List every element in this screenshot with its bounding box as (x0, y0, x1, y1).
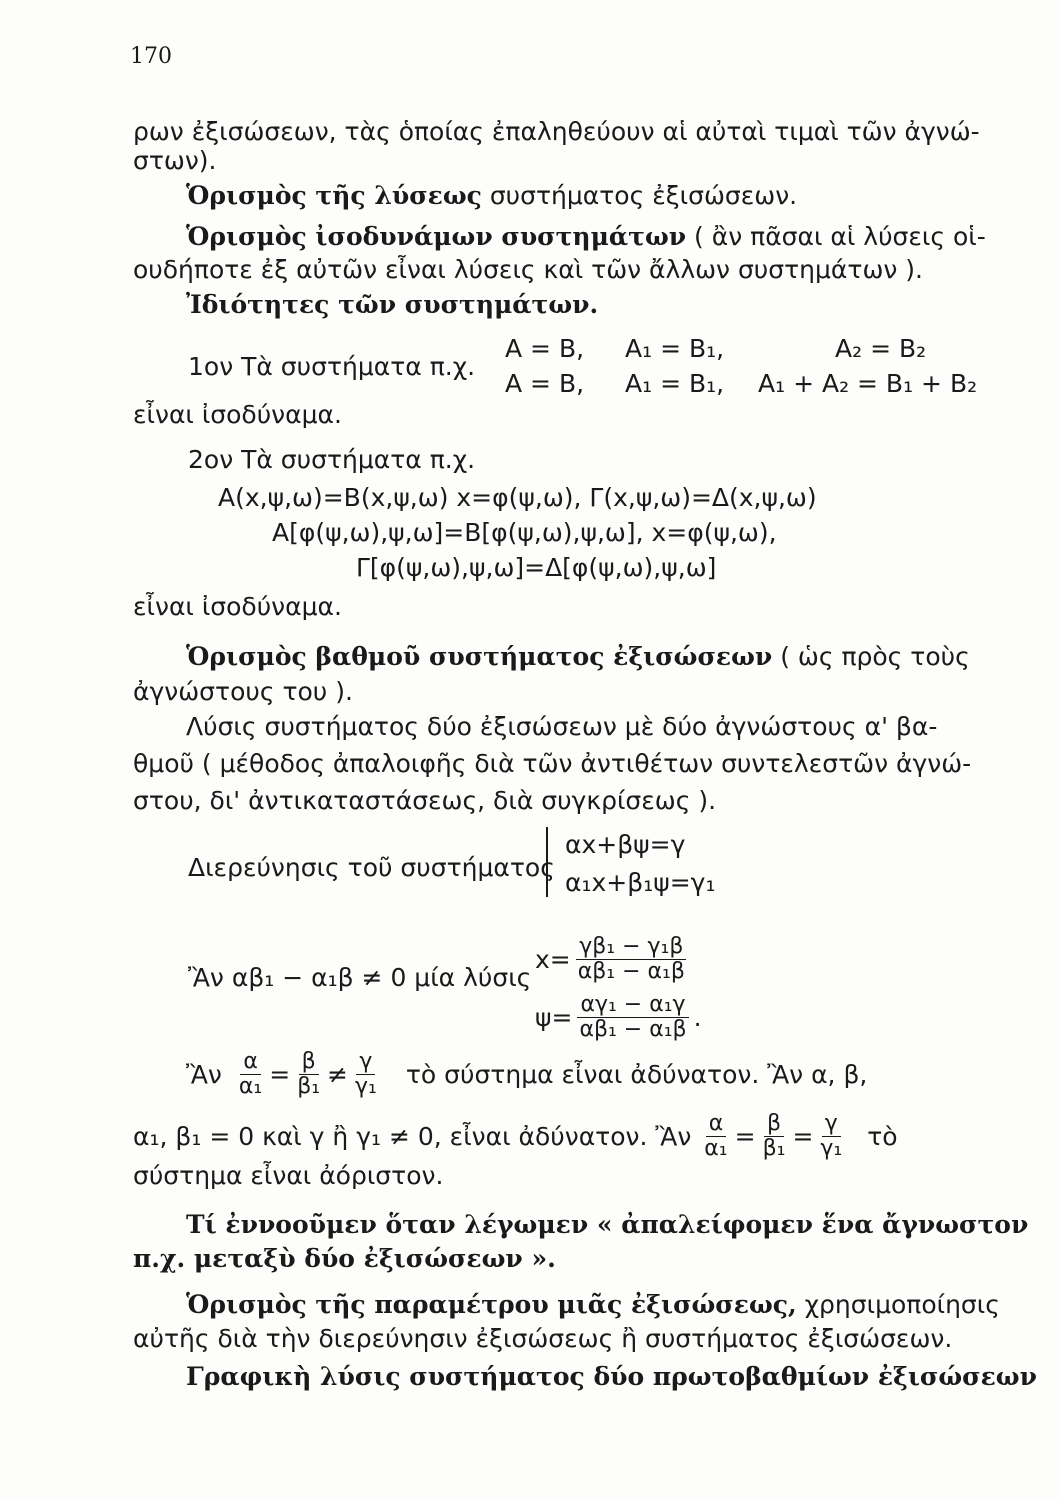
x-solution (535, 935, 692, 984)
equivalent-note-2: εἶναι ἰσοδύναμα. (133, 592, 342, 621)
text-unknowns: ἀγνώστους του ). (133, 677, 353, 706)
frac2-a-den: α₁ (704, 1136, 728, 1161)
definition-degree (186, 642, 970, 672)
system1-eq-c: A₂ = B₂ (835, 334, 927, 363)
fraction-a-a1 (236, 1050, 265, 1099)
first-systems-label: 1ον Τὰ συστήματα π.χ. (188, 352, 476, 381)
text-line-2: στων). (133, 146, 217, 175)
not-equal-sign: ≠ (327, 1059, 348, 1089)
frac-a-num: α (240, 1050, 261, 1075)
solve-line-2: θμοῦ ( μέθοδος ἀπαλοιφῆς διὰ τῶν ἀντιθέτων συντελεστῶν ἀγνώ- (133, 749, 972, 778)
solve-line-3: στου, δι' ἀντικαταστάσεως, διὰ συγκρίσεως ). (133, 786, 717, 815)
fraction2-a-a1 (701, 1112, 730, 1161)
frac2-g-den: γ₁ (820, 1136, 843, 1161)
system2-eq-b: A₁ = B₁, (625, 369, 725, 398)
y-numerator: αγ₁ − α₁γ (577, 993, 688, 1018)
system2-eq-a: A = B, (505, 369, 585, 398)
x-fraction (575, 935, 688, 984)
if-word: Ἂν (186, 1059, 222, 1089)
brace-equation-1: αx+βψ=γ (565, 830, 686, 859)
solve-line-1: Λύσις συστήματος δύο ἐξισώσεων μὲ δύο ἀγνώστους α' βα- (186, 712, 938, 741)
condition-indeterminate (133, 1112, 898, 1161)
impossible-text: τὸ σύστημα εἶναι ἀδύνατον. Ἂν α, β, (405, 1059, 868, 1089)
system1-eq-b: A₁ = B₁, (625, 334, 725, 363)
y-denominator: αβ₁ − α₁β (579, 1017, 687, 1042)
frac-b-den: β₁ (297, 1074, 321, 1099)
x-equals: x= (535, 944, 571, 974)
equation-line-1: A(x,ψ,ω)=B(x,ψ,ω) x=φ(ψ,ω), Γ(x,ψ,ω)=Δ(x,ψ,ω) (218, 483, 817, 512)
indeterminate-line: σύστημα εἶναι ἀόριστον. (133, 1161, 444, 1190)
frac-b-num: β (299, 1050, 319, 1075)
equals-sign-2: = (734, 1121, 756, 1151)
properties-title: Ἰδιότητες τῶν συστημάτων. (186, 290, 599, 319)
frac2-b-num: β (764, 1112, 784, 1137)
equivalent-note-1: εἶναι ἰσοδύναμα. (133, 400, 342, 429)
definition-parameter-title: Ὁρισμὸς τῆς παραμέτρου μιᾶς ἐξισώσεως, (186, 1290, 797, 1319)
definition-degree-rest: ( ὡς πρὸς τοὺς (772, 642, 970, 671)
definition-equivalent (186, 222, 986, 252)
equals-sign: = (269, 1059, 291, 1089)
fraction2-b-b1 (760, 1112, 789, 1161)
text-line-1: ρων ἐξισώσεων, τὰς ὁποίας ἐπαληθεύουν αἱ αὐταὶ τιμαὶ τῶν ἀγνώ- (133, 117, 980, 146)
discussion-label: Διερεύνησις τοῦ συστήματος (188, 853, 555, 882)
equation-line-3: Γ[φ(ψ,ω),ψ,ω]=Δ[φ(ψ,ω),ψ,ω] (356, 553, 717, 582)
question-line-2: π.χ. μεταξὺ δύο ἐξισώσεων ». (133, 1244, 556, 1273)
frac-g-num: γ (356, 1050, 375, 1075)
fraction-g-g1 (352, 1050, 380, 1099)
definition-solution (186, 181, 797, 211)
definition-equivalent-rest: ( ἂν πᾶσαι αἱ λύσεις οἱ- (686, 222, 986, 251)
text-line-5: ουδήποτε ἐξ αὐτῶν εἶναι λύσεις καὶ τῶν ἄλλων συστημάτων ). (133, 255, 923, 284)
equation-line-2: A[φ(ψ,ω),ψ,ω]=B[φ(ψ,ω),ψ,ω], x=φ(ψ,ω), (272, 518, 777, 547)
y-equals: ψ= (535, 1002, 573, 1032)
definition-degree-title: Ὁρισμὸς βαθμοῦ συστήματος ἐξισώσεων (186, 642, 773, 671)
x-numerator: γβ₁ − γ₁β (576, 935, 686, 960)
definition-solution-rest: συστήματος ἐξισώσεων. (481, 181, 798, 210)
y-solution: ψ= $\frac{\text{αγ₁ − α₁γ}}{\text{αβ₁ − α₁β}}$ . (535, 992, 702, 1042)
graphic-solution-title: Γραφικὴ λύσις συστήματος δύο πρωτοβαθμίων ἐξισώσεων (186, 1362, 1037, 1391)
page-number: 170 (130, 44, 172, 69)
system1-eq-a: A = B, (505, 334, 585, 363)
condition-impossible (186, 1050, 867, 1099)
fraction2-g-g1 (817, 1112, 845, 1161)
y-fraction (576, 993, 689, 1042)
frac-g-den: γ₁ (355, 1074, 377, 1099)
question-line-1: Τί ἐννοοῦμεν ὅταν λέγωμεν « ἀπαλείφομεν ἕνα ἄγνωστον (186, 1210, 1029, 1239)
second-systems-label: 2ον Τὰ συστήματα π.χ. (188, 445, 476, 474)
frac2-a-num: α (706, 1112, 727, 1137)
indeterminate-text: α₁, β₁ = 0 καὶ γ ἢ γ₁ ≠ 0, εἶναι ἀδύνατον. Ἂν (133, 1121, 692, 1151)
indeterminate-end: τὸ (867, 1121, 898, 1151)
brace-equation-2: α₁x+β₁ψ=γ₁ (565, 868, 716, 897)
definition-parameter (186, 1290, 1000, 1320)
frac2-g-num: γ (822, 1112, 841, 1137)
system2-eq-c: A₁ + A₂ = B₁ + B₂ (758, 369, 978, 398)
fraction-b-b1 (294, 1050, 323, 1099)
frac-a-den: α₁ (238, 1074, 263, 1099)
definition-solution-title: Ὁρισμὸς τῆς λύσεως (186, 181, 482, 210)
definition-parameter-rest: χρησιμοποίησις (796, 1290, 1000, 1319)
brace-symbol (546, 827, 548, 897)
frac2-b-den: β₁ (762, 1136, 786, 1161)
definition-equivalent-title: Ὁρισμὸς ἰσοδυνάμων συστημάτων (186, 222, 687, 251)
condition-one-solution: Ἂν αβ₁ − α₁β ≠ 0 μία λύσις (188, 963, 532, 992)
x-denominator: αβ₁ − α₁β (577, 959, 685, 984)
parameter-line-2: αὐτῆς διὰ τὴν διερεύνησιν ἐξισώσεως ἢ συστήματος ἐξισώσεων. (133, 1324, 953, 1353)
equals-sign-3: = (792, 1121, 814, 1151)
